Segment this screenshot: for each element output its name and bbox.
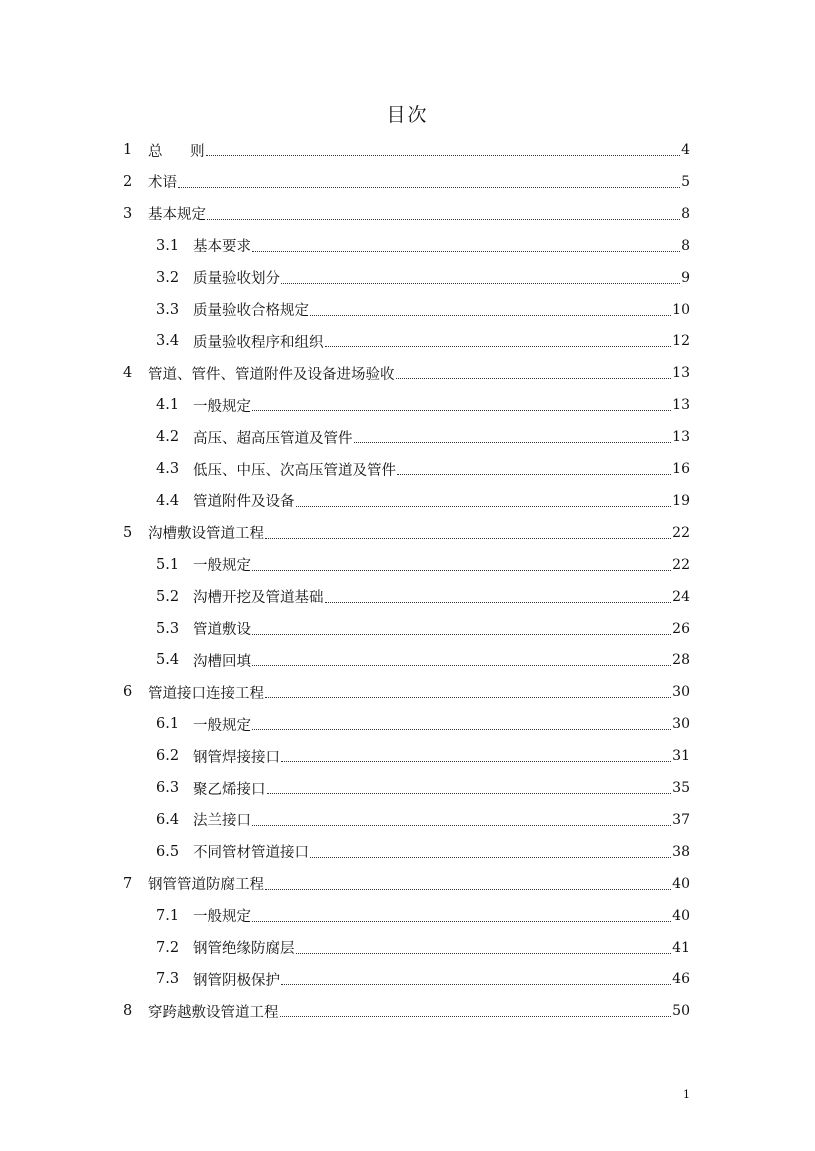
toc-entry-number: 6.4: [156, 811, 180, 828]
toc-entry[interactable]: [156, 837, 690, 867]
toc-entry-label: 沟槽开挖及管道基础: [193, 590, 324, 607]
toc-entry-label: 钢管管道防腐工程: [148, 877, 264, 894]
toc-entry-number: 4.4: [156, 492, 180, 509]
dot-leader: [310, 314, 671, 316]
toc-entry[interactable]: [123, 135, 690, 165]
toc-entry-label: 沟槽敷设管道工程: [148, 526, 264, 543]
toc-entry-page: 50: [672, 1003, 690, 1020]
toc-entry[interactable]: [156, 709, 690, 739]
toc-entry-page: 13: [672, 397, 690, 414]
toc-entry[interactable]: [156, 901, 690, 931]
dot-leader: [325, 601, 672, 603]
toc-entry[interactable]: [156, 933, 690, 963]
toc-entry[interactable]: [156, 614, 690, 644]
toc-entry-label: 术语: [148, 175, 177, 192]
dot-leader: [252, 920, 671, 922]
toc-entry[interactable]: [156, 295, 690, 325]
toc-entry-number: 3.1: [156, 237, 180, 254]
toc-entry-label: 低压、中压、次高压管道及管件: [193, 462, 396, 479]
toc-entry-number: 4: [123, 365, 133, 382]
dot-leader: [252, 728, 671, 730]
toc-entry[interactable]: [123, 996, 690, 1026]
toc-entry-page: 35: [672, 780, 690, 796]
toc-entry-number: 7.2: [156, 939, 180, 956]
toc-entry-number: 6.5: [156, 843, 180, 860]
toc-entry-page: 19: [672, 492, 690, 509]
dot-leader: [281, 282, 680, 284]
dot-leader: [265, 696, 671, 698]
dot-leader: [396, 377, 672, 379]
toc-entry-page: 16: [672, 461, 690, 477]
toc-entry-number: 6: [123, 684, 133, 701]
toc-entry-number: 6.1: [156, 716, 180, 733]
toc-entry-label: 沟槽回填: [193, 653, 251, 670]
toc-entry-number: 3.2: [156, 269, 180, 286]
toc-entry[interactable]: [156, 582, 690, 612]
toc-entry-number: 2: [123, 173, 133, 190]
toc-entry-page: 40: [672, 907, 690, 924]
dot-leader: [296, 505, 672, 507]
toc-entry-page: 41: [672, 939, 690, 956]
dot-leader: [281, 983, 671, 985]
toc-entry-page: 22: [672, 556, 690, 573]
toc-entry-label: 法兰接口: [193, 813, 251, 830]
toc-entry-number: 3.4: [156, 333, 180, 350]
toc-entry-page: 46: [672, 971, 690, 988]
toc-entry[interactable]: [123, 167, 690, 197]
toc-entry-page: 38: [672, 843, 690, 860]
toc-entry[interactable]: [156, 964, 690, 994]
toc-entry-number: 3: [123, 205, 133, 222]
toc-entry-page: 13: [672, 429, 690, 446]
dot-leader: [267, 792, 672, 794]
toc-entry[interactable]: [156, 454, 690, 484]
toc-entry-number: 4.2: [156, 429, 180, 446]
toc-entry-number: 5: [123, 524, 133, 541]
toc-entry-number: 6.2: [156, 748, 180, 765]
dot-leader: [281, 760, 671, 762]
toc-entry-number: 5.3: [156, 620, 180, 637]
toc-entry-page: 40: [672, 875, 690, 892]
toc-entry-page: 10: [672, 301, 690, 318]
dot-leader: [397, 473, 671, 475]
toc-entry-number: 3.3: [156, 301, 180, 318]
toc-entry-label: 管道敷设: [193, 622, 251, 638]
toc-entry-label: 一般规定: [193, 558, 251, 575]
dot-leader: [252, 664, 671, 666]
toc-entry-label: 质量验收划分: [193, 271, 280, 288]
toc-entry-label: 不同管材管道接口: [193, 845, 309, 862]
toc-entry[interactable]: [156, 805, 690, 835]
toc-entry[interactable]: [123, 199, 690, 229]
toc-entry-label: 管道接口连接工程: [148, 685, 264, 702]
dot-leader: [252, 569, 671, 571]
dot-leader: [265, 888, 671, 890]
toc-entry-page: 28: [672, 652, 690, 669]
toc-entry[interactable]: [156, 645, 690, 675]
toc-entry-label: 一般规定: [193, 717, 251, 734]
toc-entry-number: 6.3: [156, 780, 180, 796]
toc-entry-label: 基本要求: [193, 239, 251, 256]
toc-entry[interactable]: [156, 550, 690, 580]
dot-leader: [178, 186, 680, 188]
dot-leader: [252, 409, 671, 411]
dot-leader: [206, 154, 680, 156]
dot-leader: [325, 345, 672, 347]
toc-entry-page: 8: [681, 205, 690, 222]
dot-leader: [296, 952, 672, 954]
toc-entry-page: 22: [672, 524, 690, 541]
toc-entry-label: 聚乙烯接口: [193, 781, 266, 798]
toc-entry-number: 1: [123, 142, 133, 158]
dot-leader: [265, 537, 671, 539]
toc-entry-page: 8: [681, 237, 690, 254]
toc-entry-number: 5.2: [156, 588, 180, 605]
toc-entry[interactable]: [156, 486, 690, 516]
toc-entry[interactable]: [123, 869, 690, 899]
dot-leader: [252, 633, 671, 635]
toc-entry-label: 管道、管件、管道附件及设备进场验收: [148, 366, 395, 383]
toc-entry-label: 钢管焊接接口: [193, 749, 280, 766]
footer-page-number: 1: [683, 1088, 690, 1101]
toc-entry-label: 质量验收合格规定: [193, 303, 309, 319]
toc-entry-page: 13: [672, 365, 690, 382]
toc-entry[interactable]: [156, 422, 690, 452]
dot-leader: [354, 441, 672, 443]
toc-entry-number: 7.3: [156, 971, 180, 988]
toc-entry[interactable]: [123, 677, 690, 707]
dot-leader: [310, 856, 671, 858]
toc-entry-label: 管道附件及设备: [193, 494, 295, 511]
toc-entry[interactable]: [123, 518, 690, 548]
toc-entry-number: 5.4: [156, 652, 180, 669]
toc-entry[interactable]: [156, 231, 690, 261]
toc-entry-number: 4.1: [156, 397, 180, 414]
toc-entry-page: 4: [681, 142, 690, 158]
dot-leader: [207, 218, 680, 220]
toc-entry-page: 26: [672, 620, 690, 637]
toc-entry-label: 质量验收程序和组织: [193, 334, 324, 351]
page-title: 目次: [386, 104, 429, 126]
toc-entry-page: 30: [672, 716, 690, 733]
toc-entry[interactable]: [123, 358, 690, 388]
dot-leader: [252, 250, 680, 252]
toc-entry-number: 4.3: [156, 461, 180, 477]
dot-leader: [252, 824, 671, 826]
toc-entry-label: 基本规定: [148, 207, 206, 224]
toc-entry[interactable]: [156, 326, 690, 356]
toc-entry[interactable]: [156, 263, 690, 293]
toc-entry-label: 高压、超高压管道及管件: [193, 430, 353, 447]
toc-entry-page: 9: [681, 269, 690, 286]
toc-entry[interactable]: [156, 741, 690, 771]
toc-entry-label: 总 则: [148, 143, 205, 160]
toc-entry-page: 12: [672, 333, 690, 350]
toc-entry-label: 一般规定: [193, 909, 251, 926]
toc-entry-page: 30: [672, 684, 690, 701]
toc-entry-page: 24: [672, 588, 690, 605]
toc-entry-number: 7.1: [156, 907, 180, 924]
toc-entry-number: 5.1: [156, 556, 180, 573]
toc-entry-label: 一般规定: [193, 398, 251, 415]
toc-entry-page: 31: [672, 748, 690, 765]
toc-entry-label: 钢管绝缘防腐层: [193, 941, 295, 957]
toc-entry-page: 37: [672, 811, 690, 828]
toc-entry[interactable]: [156, 773, 690, 803]
toc-entry-number: 7: [123, 875, 133, 892]
toc-entry-label: 穿跨越敷设管道工程: [148, 1004, 279, 1021]
toc-entry-label: 钢管阴极保护: [193, 972, 280, 989]
toc-entry[interactable]: [156, 390, 690, 420]
toc-entry-number: 8: [123, 1003, 133, 1020]
toc-entry-page: 5: [681, 173, 690, 190]
dot-leader: [280, 1015, 672, 1017]
